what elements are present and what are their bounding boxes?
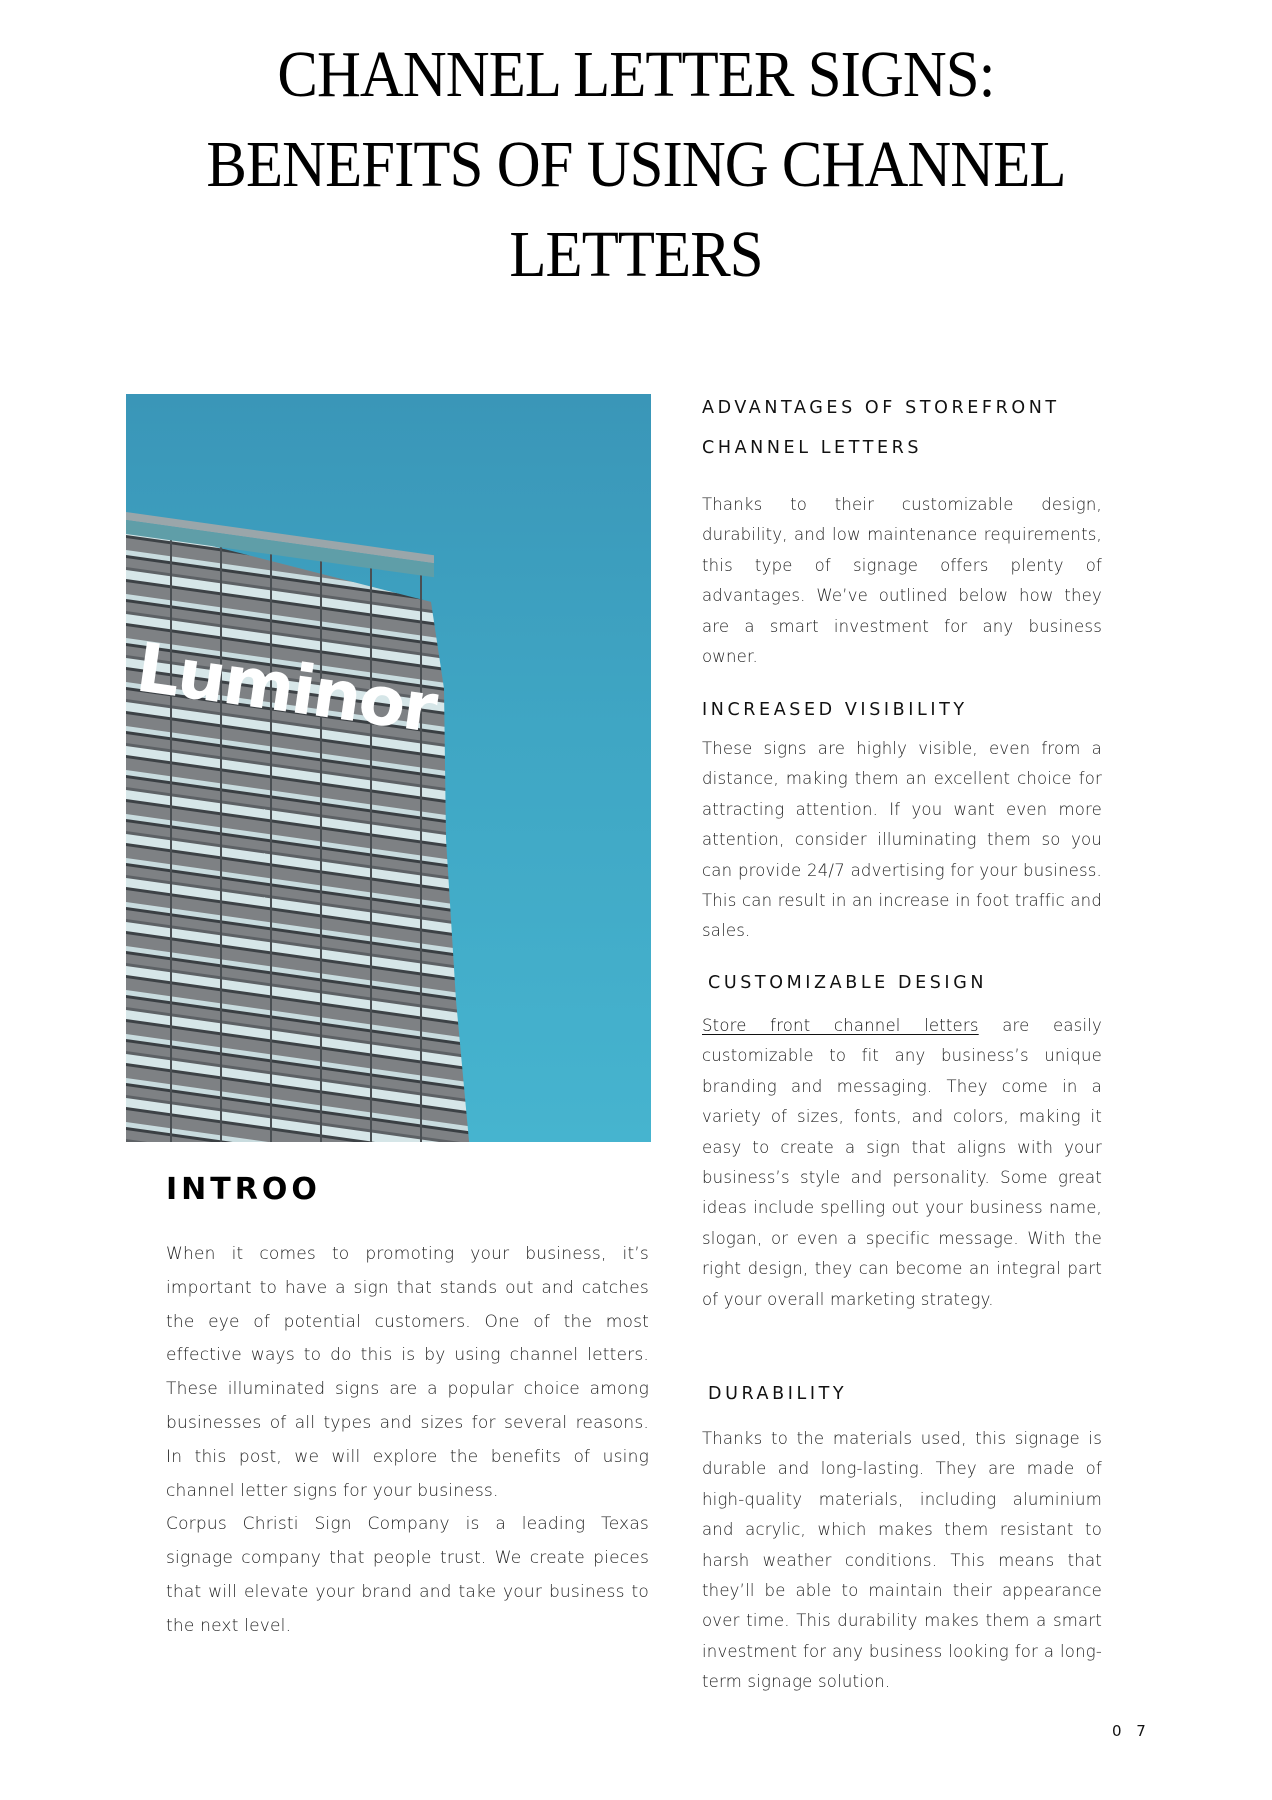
customizable-body-text: are easily customizable to fit any business’s unique branding and messaging. They come in a variety of sizes, fonts, and colors, making it easy to create a sign that aligns with your business’s style and personality. Some great ideas include spelling out your business name, slogan, or even a specific message. With the right design, they can become an integral part of your overall marketing strategy. <box>702 1016 1102 1309</box>
luminor-sign-text: Luminor <box>131 628 441 749</box>
page-title <box>51 30 1221 300</box>
durability-body: Thanks to the materials used, this signage is durable and long-lasting. They are made of high-quality materials, including aluminium and acrylic, which makes them resistant to harsh weather conditions. This means that they’ll be able to maintain their appearance over time. This durability makes them a smart investment for any business looking for a long-term signage solution. <box>702 1429 1102 1692</box>
title-line-2: BENEFITS OF USING CHANNEL <box>206 128 1066 201</box>
section-visibility <box>702 700 1102 947</box>
intro-heading: INTROO <box>166 1172 321 1207</box>
store-front-channel-letters-link[interactable]: Store front channel letters <box>702 1016 979 1035</box>
visibility-heading: INCREASED VISIBILITY <box>702 700 968 720</box>
section-customizable <box>702 973 1102 1315</box>
advantages-body: Thanks to their customizable design, durability, and low maintenance requirements, this type of signage offers plenty of advantages. We’ve outlined below how they are a smart investment for any business owner. <box>702 495 1102 667</box>
section-durability <box>702 1384 1102 1698</box>
title-line-1: CHANNEL LETTER SIGNS: <box>277 38 995 111</box>
advantages-heading <box>702 388 1102 468</box>
advantages-heading-line-2: CHANNEL LETTERS <box>702 438 923 458</box>
intro-body <box>166 1238 649 1644</box>
page-number: 0 7 <box>1112 1722 1151 1740</box>
title-line-3: LETTERS <box>509 218 763 291</box>
durability-heading: DURABILITY <box>708 1384 848 1404</box>
section-advantages <box>702 388 1102 672</box>
intro-paragraph: When it comes to promoting your business, it’s important to have a sign that stands out and catches the eye of potential customers. One of the most effective ways to do this is by using channel letters. These illuminated signs are a popular choice among businesses of all types and sizes for several reasons. In this post, we will explore the benefits of using channel letter signs for your business. <box>166 1244 649 1501</box>
customizable-heading: CUSTOMIZABLE DESIGN <box>708 973 988 993</box>
visibility-body: These signs are highly visible, even from a distance, making them an excellent choice for attracting attention. If you want even more attention, consider illuminating them so you can provide 24/7 advertising for your business. This can result in an increase in foot traffic and sales. <box>702 739 1102 941</box>
building-illustration <box>126 394 651 1142</box>
building-photo <box>126 394 651 1142</box>
customizable-body <box>702 1011 1102 1315</box>
intro-paragraph-company: Corpus Christi Sign Company is a leading Texas signage company that people trust. We create pieces that will elevate your brand and take your business to the next level. <box>166 1514 649 1636</box>
advantages-heading-line-1: ADVANTAGES OF STOREFRONT <box>702 398 1060 418</box>
